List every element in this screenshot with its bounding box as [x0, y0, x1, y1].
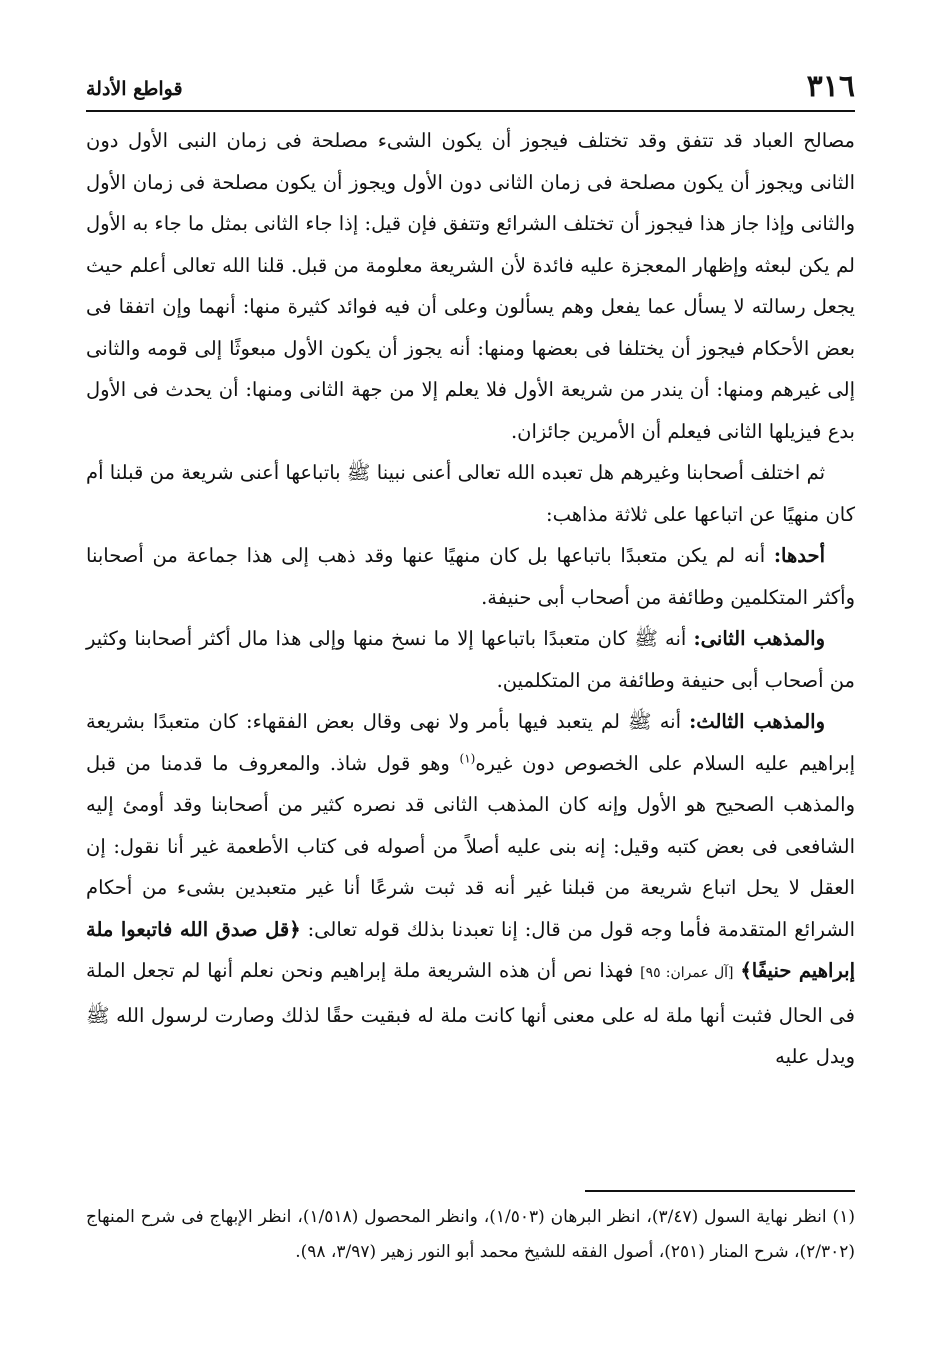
footnotes [86, 1200, 855, 1270]
footnote-separator [585, 1190, 855, 1192]
footnote-1: (١) انظر نهاية السول (٣/٤٧)، انظر البرهان (١/٥٠٣)، وانظر المحصول (١/٥١٨)، انظر الإبهاج فى شرح المنهاج (٢/٣٠٢)، شرح المنار (٢٥١)، أصول الفقه للشيخ محمد أبو النور زهير (٣/٩٧، ٩٨). [86, 1207, 855, 1262]
main-text [86, 120, 855, 1078]
paragraph-3 [86, 535, 855, 618]
first-view-text: أنه لم يكن متعبدًا باتباعها بل كان منهيًا عنها وقد ذهب إلى هذا جماعة من أصحابنا وأكثر المتكلمين وطائفة من أصحاب أبى حنيفة. [86, 544, 855, 609]
running-title: قواطع الأدلة [86, 78, 183, 100]
second-view-text: أنه ﷺ كان متعبدًا باتباعها إلا ما نسخ منها وإلى هذا مال أكثر أصحابنا وكثير من أصحاب أبى حنيفة وطائفة من المتكلمين. [86, 627, 855, 692]
quran-citation: [آل عمران: ٩٥] [640, 965, 734, 981]
quran-verse: ﴿قل صدق الله فاتبعوا ملة إبراهيم حنيفًا﴾ [86, 917, 855, 982]
third-view-text-b: وهو قول شاذ. والمعروف ما قدمنا من قبل والمذهب الصحيح هو الأول وإنه كان المذهب الثانى قد نصره كثير من أصحابنا وقد أومئ إليه الشافعى فى بعض كتبه وقيل: إنه بنى عليه أصلاً من أصوله فى كتاب الأطعمة غير أنا نقول: إن العقل لا يحل اتباع شريعة من قبلنا غير أنه قد ثبت شرعًا أنا غير متعبدين بشىء من أحكام الشرائع المتقدمة فأما وجه قول من قال: إنا تعبدنا بذلك قوله تعالى: [86, 751, 855, 941]
footnote-marker: (١) [459, 751, 476, 765]
first-view-label: أحدها: [773, 544, 825, 567]
page-number: ٣١٦ [806, 69, 855, 104]
paragraph-4 [86, 618, 855, 701]
third-view-text-c: فهذا نص أن هذه الشريعة ملة إبراهيم ونحن نعلم أنها لم تجعل الملة فى الحال فثبت أنها ملة له على معنى أنها كانت ملة له فبقيت حقًا لذلك وصارت لرسول الله ﷺ ويدل عليه [86, 959, 855, 1068]
third-view-label: والمذهب الثالث: [689, 710, 825, 733]
second-view-label: والمذهب الثانى: [693, 627, 825, 650]
paragraph-5 [86, 701, 855, 1078]
paragraph-1: مصالح العباد قد تتفق وقد تختلف فيجوز أن يكون الشىء مصلحة فى زمان النبى الأول دون الثانى ويجوز أن يكون مصلحة فى زمان الثانى دون الأول ويجوز أن يكون مصلحة فى زمان الأول والثانى وإذا جاز هذا فيجوز أن تختلف الشرائع وتتفق فإن قيل: إذا جاء الثانى بمثل ما جاء به الأول لم يكن لبعثه وإظهار المعجزة عليه فائدة لأن الشريعة معلومة من قبل. قلنا الله تعالى أعلم حيث يجعل رسالته لا يسأل عما يفعل وهم يسألون وعلى أن فيه فوائد كثيرة منها: أنهما وإن اتفقا فى بعض الأحكام فيجوز أن يختلفا فى بعضها ومنها: أنه يجوز أن يكون الأول مبعوثًا إلى قومه والثانى إلى غيرهم ومنها: أن يندر من شريعة الأول فلا يعلم إلا من جهة الثانى ومنها: أن يحدث فى الأول بدع فيزيلها الثانى فيعلم أن الأمرين جائزان. [86, 129, 855, 443]
paragraph-2: ثم اختلف أصحابنا وغيرهم هل تعبده الله تعالى أعنى نبينا ﷺ باتباعها أعنى شريعة من قبلنا أم كان منهيًا عن اتباعها على ثلاثة مذاهب: [86, 461, 855, 526]
third-view-text-a: أنه ﷺ لم يتعبد فيها بأمر ولا نهى وقال بعض الفقهاء: كان متعبدًا بشريعة إبراهيم عليه السلام على الخصوص دون غيره [86, 710, 855, 775]
page-header [86, 68, 855, 112]
